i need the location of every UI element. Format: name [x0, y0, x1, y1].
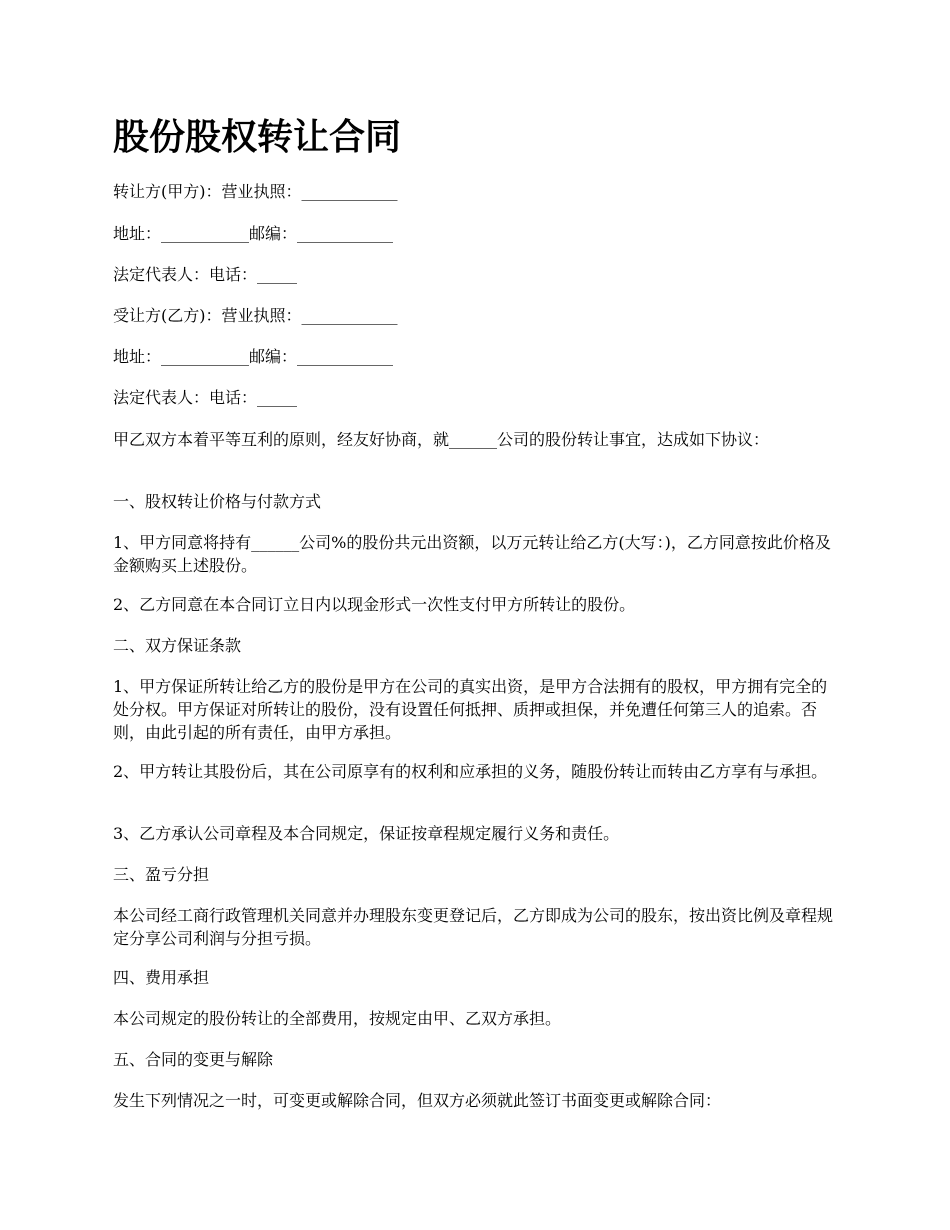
clause-5-intro: 发生下列情况之一时，可变更或解除合同，但双方必须就此签订书面变更或解除合同：: [113, 1091, 722, 1110]
clause-2-3: 3、乙方承认公司章程及本合同规定，保证按章程规定履行义务和责任。: [113, 824, 620, 843]
paragraph-transferor-license: 转让方(甲方)：营业执照：____________: [113, 182, 398, 201]
clause-1-1: 1、甲方同意将持有______公司%的股份共元出资额，以万元转让给乙方(大写：)，乙方同意按此价格及金额购买上述股份。: [113, 533, 831, 575]
paragraph-transferor-address: 地址：___________邮编：____________: [113, 224, 394, 243]
clause-4-1: 本公司规定的股份转让的全部费用，按规定由甲、乙双方承担。: [113, 1009, 562, 1028]
paragraph-preamble: 甲乙双方本着平等互利的原则，经友好协商，就______公司的股份转让事宜，达成如下协议：: [113, 430, 770, 449]
paragraph-transferee-license: 受让方(乙方)：营业执照：____________: [113, 306, 398, 325]
document-title: 股份股权转让合同: [113, 116, 402, 158]
section-heading-2: 二、双方保证条款: [113, 636, 242, 655]
clause-2-1: 1、甲方保证所转让给乙方的股份是甲方在公司的真实出资，是甲方合法拥有的股权，甲方拥有完全的处分权。甲方保证对所转让的股份，没有设置任何抵押、质押或担保，并免遭任何第三人的追索。否则，由此引起的所有责任，由甲方承担。: [113, 677, 828, 742]
section-heading-3: 三、盈亏分担: [113, 865, 210, 884]
paragraph-transferee-address: 地址：___________邮编：____________: [113, 347, 394, 366]
paragraph-transferor-representative: 法定代表人：电话：_____: [113, 265, 298, 284]
section-heading-1: 一、股权转让价格与付款方式: [113, 492, 322, 511]
paragraph-transferee-representative: 法定代表人：电话：_____: [113, 388, 298, 407]
clause-1-2: 2、乙方同意在本合同订立日内以现金形式一次性支付甲方所转让的股份。: [113, 595, 636, 614]
clause-2-2: 2、甲方转让其股份后，其在公司原享有的权利和应承担的义务，随股份转让而转由乙方享有与承担。: [113, 762, 828, 781]
clause-3-1: 本公司经工商行政管理机关同意并办理股东变更登记后，乙方即成为公司的股东，按出资比例及章程规定分享公司利润与分担亏损。: [113, 906, 834, 948]
document-page: [113, 0, 843, 1110]
section-heading-4: 四、费用承担: [113, 968, 210, 987]
section-heading-5: 五、合同的变更与解除: [113, 1050, 274, 1069]
